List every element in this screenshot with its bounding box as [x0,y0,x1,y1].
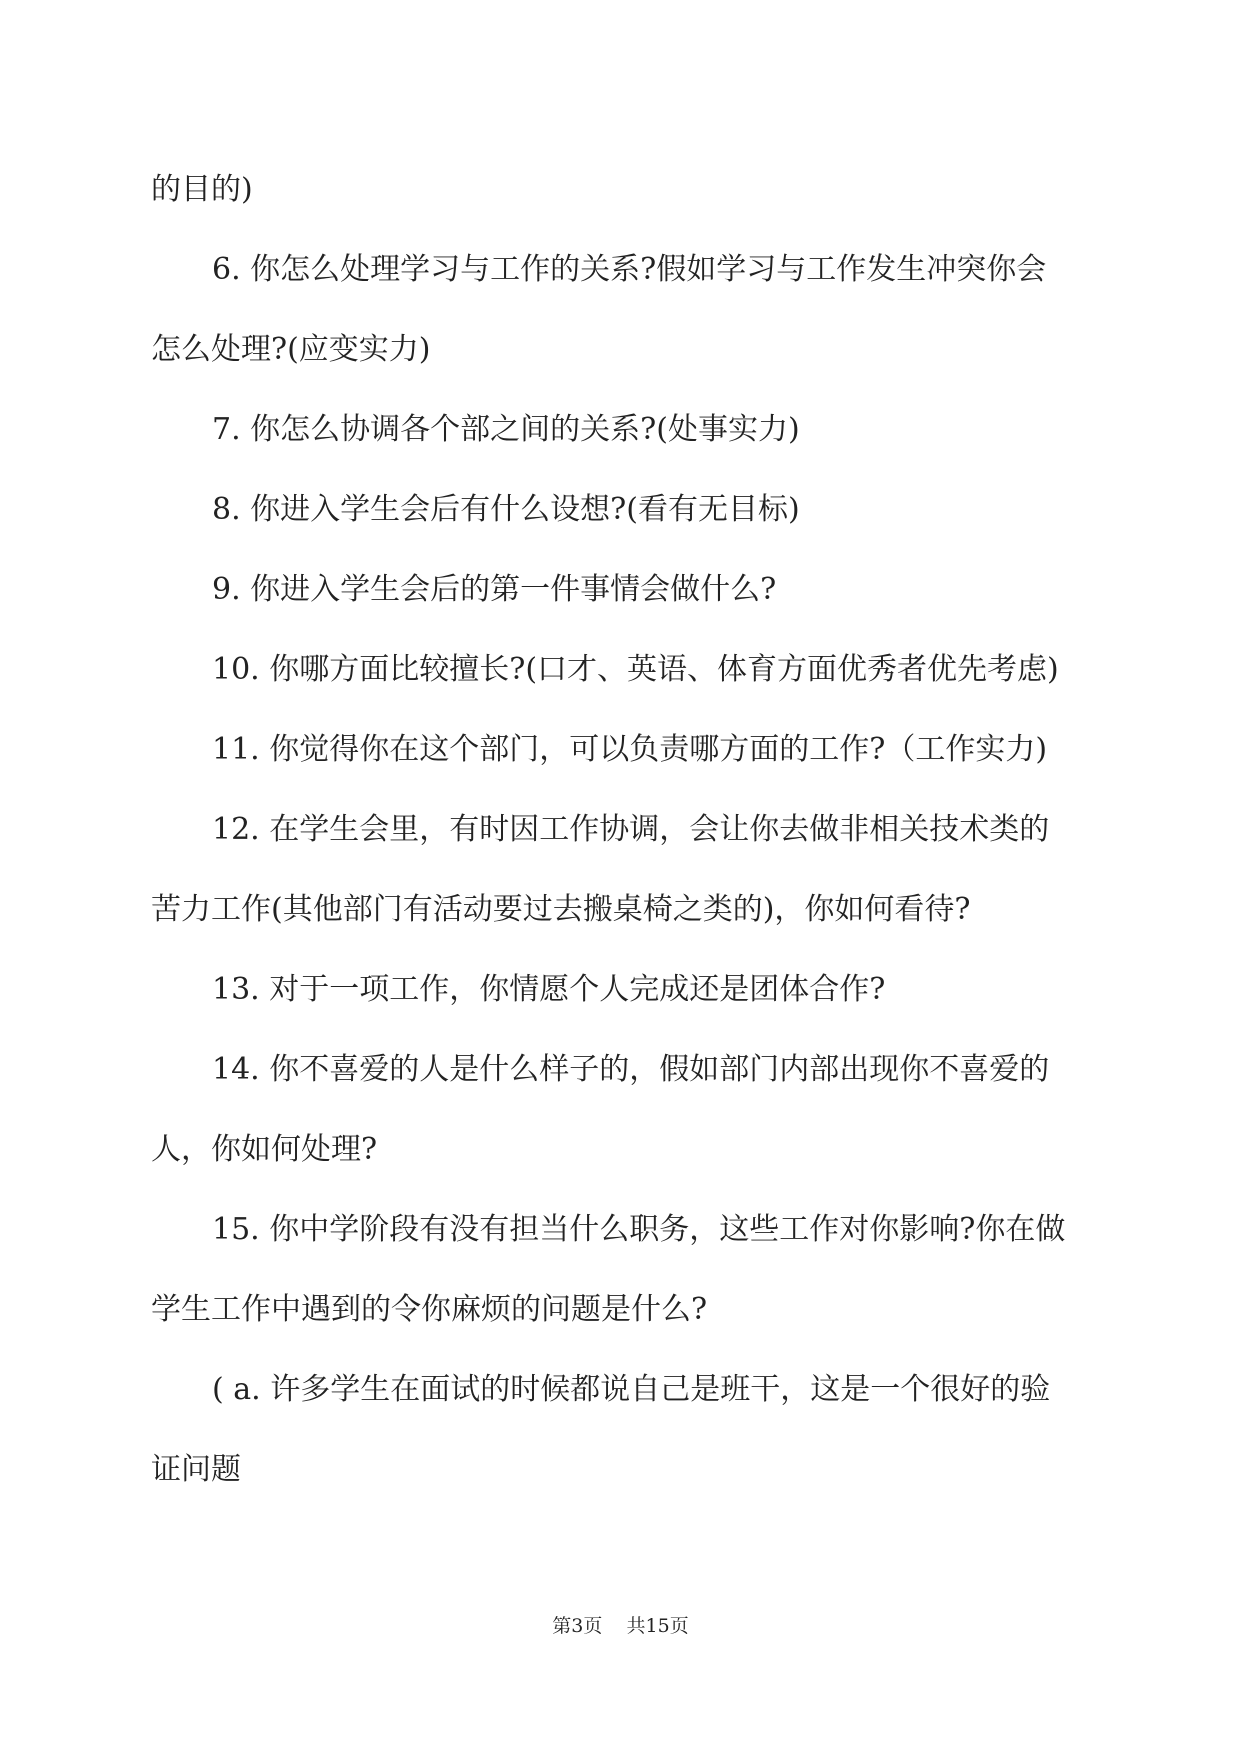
question-6: 6. 你怎么处理学习与工作的关系?假如学习与工作发生冲突你会 [212,252,1047,287]
note-a: ( a. 许多学生在面试的时候都说自己是班干，这是一个很好的验 [212,1372,1051,1407]
question-9: 9. 你进入学生会后的第一件事情会做什么? [212,572,777,607]
paragraph-line: 怎么处理?(应变实力) [151,332,431,367]
paragraph-line: 苦力工作(其他部门有活动要过去搬桌椅之类的)，你如何看待? [151,892,971,927]
question-8: 8. 你进入学生会后有什么设想?(看有无目标) [212,492,800,527]
paragraph-line: 证问题 [151,1452,241,1487]
question-15: 15. 你中学阶段有没有担当什么职务，这些工作对你影响?你在做 [212,1212,1066,1247]
question-10: 10. 你哪方面比较擅长?(口才、英语、体育方面优秀者优先考虑) [212,652,1059,687]
page-number-footer: 第3页 共15页 [552,1615,689,1637]
paragraph-line: 学生工作中遇到的令你麻烦的问题是什么? [151,1292,708,1327]
question-12: 12. 在学生会里，有时因工作协调，会让你去做非相关技术类的 [212,812,1050,847]
paragraph-line: 人，你如何处理? [151,1132,378,1167]
question-14: 14. 你不喜爱的人是什么样子的，假如部门内部出现你不喜爱的 [212,1052,1050,1087]
question-13: 13. 对于一项工作，你情愿个人完成还是团体合作? [212,972,886,1007]
paragraph-line: 的目的) [151,172,253,207]
question-11: 11. 你觉得你在这个部门，可以负责哪方面的工作?（工作实力) [212,732,1048,767]
question-7: 7. 你怎么协调各个部之间的关系?(处事实力) [212,412,800,447]
